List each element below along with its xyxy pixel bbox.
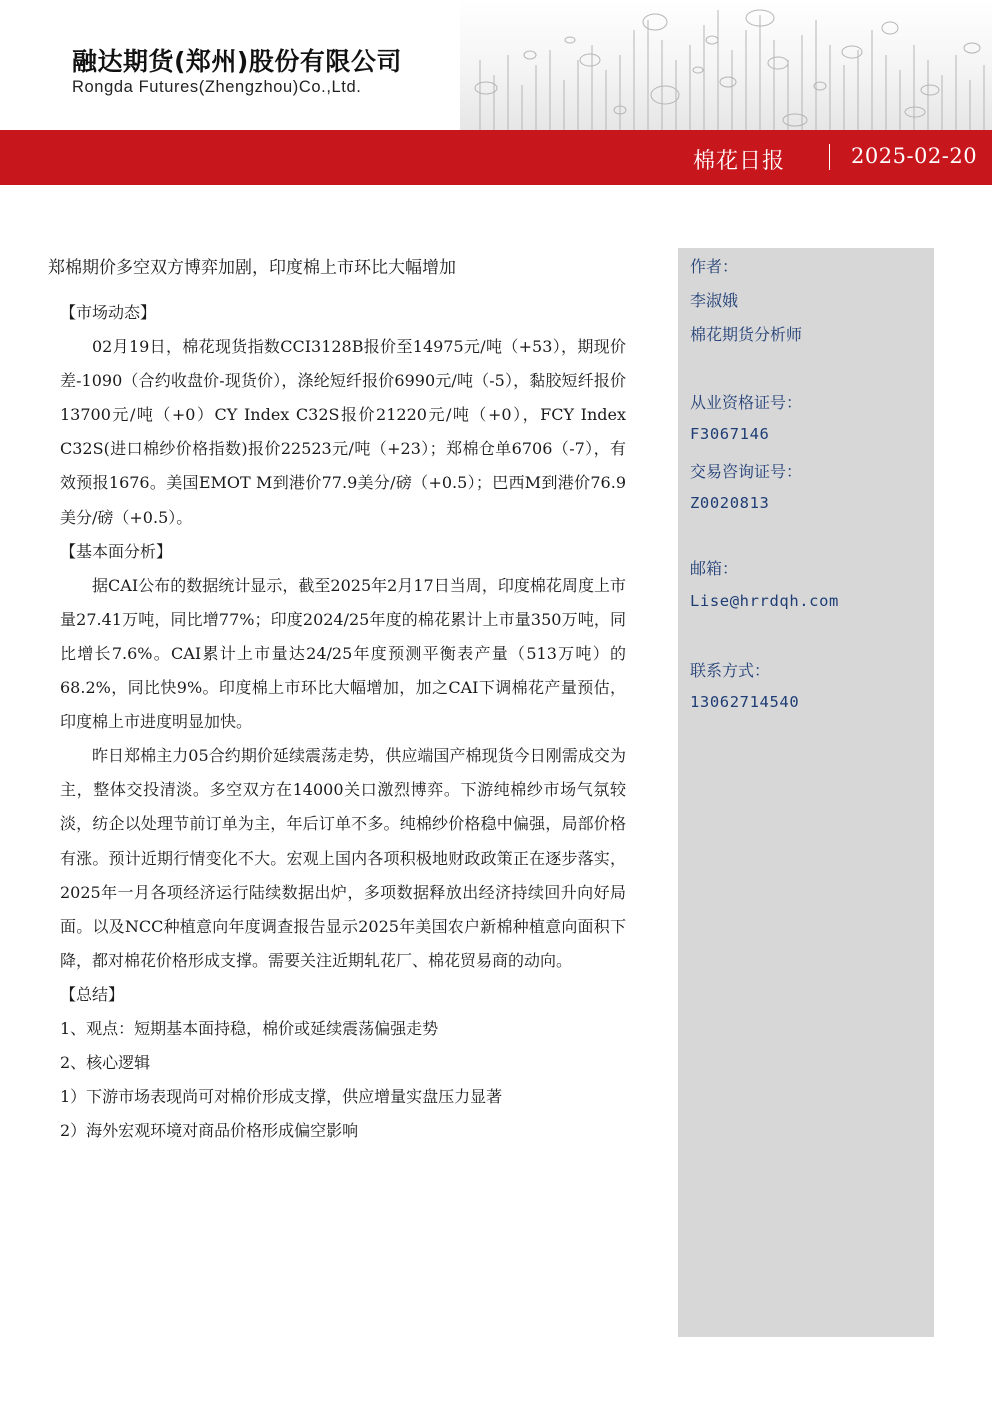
author-label: 作者： — [690, 257, 739, 276]
header-decoration — [460, 0, 992, 130]
email-link[interactable]: Lise@hrrdqh.com — [690, 592, 839, 610]
title-banner — [0, 130, 992, 185]
report-body — [60, 296, 626, 1148]
consult-label: 交易咨询证号： — [690, 462, 803, 481]
report-headline: 郑棉期价多空双方博弈加剧，印度棉上市环比大幅增加 — [48, 258, 456, 278]
market-paragraph: 02月19日，棉花现货指数CCI3128B报价至14975元/吨（+53），期现价差-1090（合约收盘价-现货价），涤纶短纤报价6990元/吨（-5），黏胶短纤报价13700元/吨（+0）CY Index C32S报价21220元/吨（+0），FCY Index C32S(进口棉纱价格指数)报价22523元/吨（+23）；郑棉仓单6706（-7），有效预报1676。美国EMOT M到港价77.9美分/磅（+0.5）；巴西M到港价76.9美分/磅（+0.5）。 — [60, 337, 626, 527]
title-separator — [829, 144, 830, 170]
report-date: 2025-02-20 — [851, 144, 978, 168]
fundamental-paragraph-1: 据CAI公布的数据统计显示，截至2025年2月17日当周，印度棉花周度上市量27.41万吨，同比增77%；印度2024/25年度的棉花累计上市量350万吨，同比增长7.6%。CAI累计上市量达24/25年度预测平衡表产量（513万吨）的68.2%，同比快9%。印度棉上市环比大幅增加，加之CAI下调棉花产量预估，印度棉上市进度明显加快。 — [60, 575, 626, 732]
phone-number: 13062714540 — [690, 693, 800, 711]
section-title-fundamental: 【基本面分析】 — [60, 541, 173, 561]
fundamental-paragraph-2: 昨日郑棉主力05合约期价延续震荡走势，供应端国产棉现货今日刚需成交为主，整体交投清淡。多空双方在14000关口激烈博弈。下游纯棉纱市场气氛较淡，纺企以处理节前订单为主，年后订单不多。纯棉纱价格稳中偏强，局部价格有涨。预计近期行情变化不大。宏观上国内各项积极地财政政策正在逐步落实，2025年一月各项经济运行陆续数据出炉，多项数据释放出经济持续回升向好局面。以及NCC种植意向年度调查报告显示2025年美国农户新棉种植意向面积下降，都对棉花价格形成支撑。需要关注近期轧花厂、棉花贸易商的动向。 — [60, 746, 626, 970]
author-title: 棉花期货分析师 — [690, 325, 803, 344]
company-name-zh: 融达期货(郑州)股份有限公司 — [72, 47, 402, 76]
cert-number: F3067146 — [690, 425, 770, 443]
summary-point: 1）下游市场表现尚可对棉价形成支撑，供应增量实盘压力显著 — [60, 1087, 503, 1107]
contact-label: 联系方式： — [690, 661, 771, 680]
summary-point: 2、核心逻辑 — [60, 1053, 151, 1073]
email-label: 邮箱： — [690, 559, 739, 578]
summary-point: 1、观点：短期基本面持稳，棉价或延续震荡偏强走势 — [60, 1018, 439, 1038]
company-name-en: Rongda Futures(Zhengzhou)Co.,Ltd. — [72, 78, 362, 96]
author-name: 李淑娥 — [690, 291, 739, 310]
section-title-summary: 【总结】 — [60, 984, 125, 1004]
bubble-graphic — [460, 0, 992, 130]
consult-number: Z0020813 — [690, 494, 770, 512]
cert-label: 从业资格证号： — [690, 393, 803, 412]
summary-point: 2）海外宏观环境对商品价格形成偏空影响 — [60, 1121, 359, 1141]
section-title-market: 【市场动态】 — [60, 303, 157, 322]
report-title: 棉花日报 — [693, 149, 786, 174]
author-sidebar — [678, 248, 934, 1337]
